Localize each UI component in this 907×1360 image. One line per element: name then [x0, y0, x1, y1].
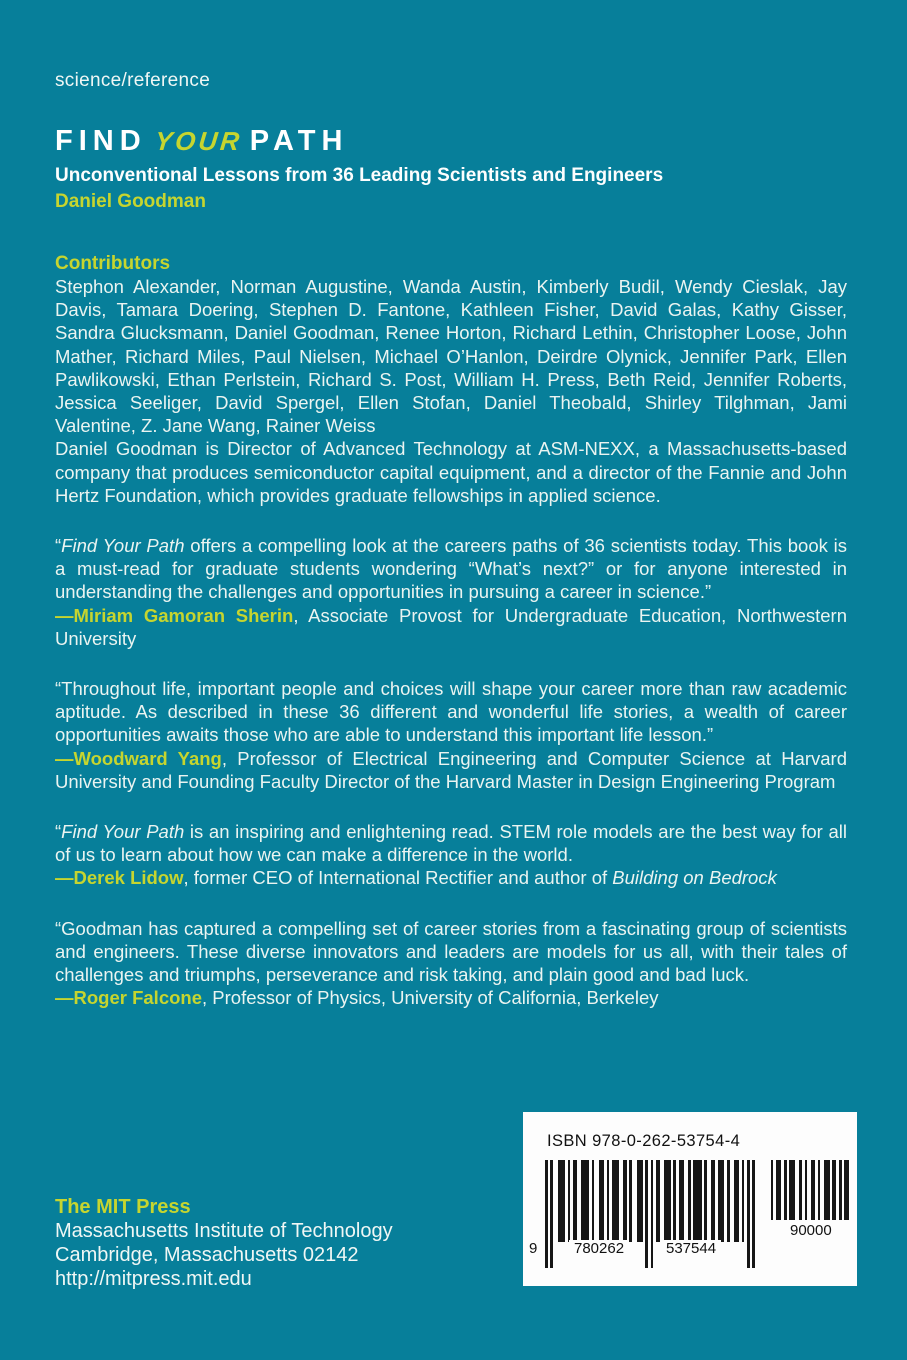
author-bio: Daniel Goodman is Director of Advanced Technology at ASM-NEXX, a Massachusetts-based company that produces semiconductor capital equipment, and a director of the Fannie and John Hertz Foundation, which provides graduate fellowships in applied science.: [55, 438, 847, 506]
attribution: [55, 747, 847, 793]
contributors-list: Stephon Alexander, Norman Augustine, Wanda Austin, Kimberly Budil, Wendy Cieslak, Jay Davis, Tamara Doering, Stephen D. Fantone, Kathleen Fisher, David Galas, Kathy Gisser, Sandra Glucksmann, Daniel Goodman, Renee Horton, Richard Lethin, Christopher Loose, John Mather, Richard Miles, Paul Nielsen, Michael O’Hanlon, Deirdre Olynick, Jennifer Park, Ellen Pawlikowski, Ethan Perlstein, Richard S. Post, William H. Press, Beth Reid, Jennifer Roberts, Jessica Seeliger, David Spergel, Ellen Stofan, Daniel Theobald, Shirley Tilghman, Jami Valentine, Z. Jane Wang, Rainer Weiss: [55, 275, 847, 437]
quote-open: “: [55, 534, 62, 556]
publisher-institution: Massachusetts Institute of Technology: [55, 1220, 393, 1242]
quote-body: Throughout life, important people and choices will shape your career more than raw academic aptitude. As described in these 36 different and wonderful life stories, a wealth of career opportunities awaits those who are able to understand this important life lesson.”: [55, 677, 847, 746]
publisher-name: The MIT Press: [55, 1196, 191, 1218]
attribution-role: , Professor of Electrical Engineering and Computer Science at Harvard University and Founding Faculty Director of the Harvard Master in Design Engineering Program: [55, 747, 847, 792]
quote-text: [55, 820, 847, 866]
attribution-name: —Derek Lidow: [55, 867, 184, 889]
publisher-url: http://mitpress.mit.edu: [55, 1268, 252, 1290]
attribution-role: , Professor of Physics, University of California, Berkeley: [202, 987, 659, 1009]
publisher-block: [55, 1196, 393, 1291]
barcode-digits-right: 537544: [661, 1240, 721, 1258]
attribution: [55, 604, 847, 650]
supplement-barcode: [771, 1160, 849, 1220]
isbn-label: ISBN 978-0-262-53754-4: [547, 1132, 741, 1150]
testimonial-4: [55, 917, 847, 1010]
title-word-find: FIND: [55, 125, 147, 157]
barcode-digits-left: 780262: [569, 1240, 629, 1258]
attribution-work-title: Building on Bedrock: [612, 867, 777, 889]
quote-open: “: [55, 917, 62, 939]
testimonial-3: [55, 820, 847, 890]
book-subtitle: Unconventional Lessons from 36 Leading Scientists and Engineers: [55, 164, 664, 186]
barcode-digit-lead: 9: [529, 1240, 538, 1257]
publisher-address: Cambridge, Massachusetts 02142: [55, 1244, 359, 1266]
attribution-name: —Miriam Gamoran Sherin: [55, 604, 294, 626]
attribution-name: —Roger Falcone: [55, 987, 202, 1009]
testimonial-2: [55, 677, 847, 793]
category-label: science/reference: [55, 70, 211, 91]
barcode-panel: [523, 1112, 857, 1286]
attribution: [55, 866, 847, 889]
quote-text: [55, 534, 847, 604]
quote-text: [55, 677, 847, 747]
attribution: [55, 986, 847, 1009]
attribution-role: , former CEO of International Rectifier and author of: [183, 867, 613, 889]
quote-text: [55, 917, 847, 987]
quote-open: “: [55, 677, 62, 699]
attribution-name: —Woodward Yang: [55, 747, 222, 769]
quote-italic-lead: Find Your Path: [61, 534, 185, 556]
contributors-heading: Contributors: [55, 252, 171, 274]
quote-body: is an inspiring and enlightening read. STEM role models are the best way for all of us to learn about how we can make a difference in the world.: [55, 820, 847, 866]
quote-italic-lead: Find Your Path: [61, 820, 185, 842]
quote-body: Goodman has captured a compelling set of career stories from a fascinating group of scientists and engineers. These diverse innovators and leaders are models for us all, with their tales of challenges and triumphs, perseverance and risk taking, and plain good and bad luck.: [55, 917, 847, 985]
testimonial-1: [55, 534, 847, 650]
book-title: [55, 126, 847, 158]
title-word-path: PATH: [249, 125, 349, 157]
attribution-role: , Associate Provost for Undergraduate Education, Northwestern University: [55, 604, 847, 649]
quote-body: offers a compelling look at the careers paths of 36 scientists today. This book is a must-read for graduate students wondering “What’s next?” or for anyone interested in understanding the challenges and opportunities in pursuing a career in science.”: [55, 534, 847, 603]
cover-text-column: [55, 70, 847, 1009]
supplement-value: 90000: [785, 1222, 837, 1240]
title-word-your: YOUR: [153, 126, 244, 156]
quote-open: “: [55, 820, 62, 842]
author-name: Daniel Goodman: [55, 190, 206, 212]
